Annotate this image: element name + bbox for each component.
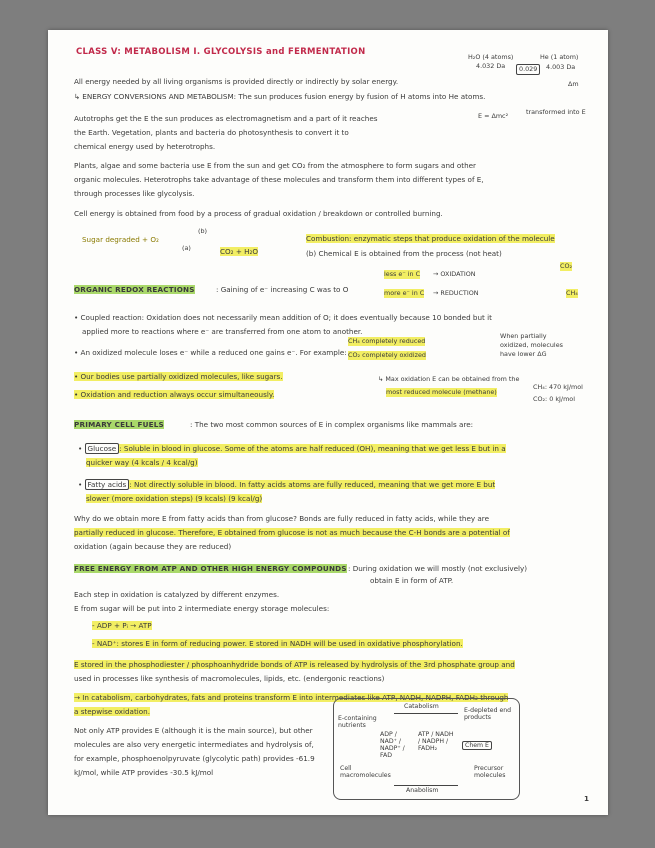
fusion-mass-1: 4.032 Da: [476, 62, 506, 70]
section-heading-fuels: PRIMARY CELL FUELS: [74, 420, 164, 429]
fusion-mass-delta: 0.029: [516, 64, 540, 75]
why-line-1: Why do we obtain more E from fatty acids than from glucose? Bonds are fully reduced in fatty acids, while they are: [74, 514, 490, 523]
page-number: 1: [584, 794, 590, 803]
atp-step-7d: kJ/mol, while ATP provides -30.5 kJ/mol: [74, 768, 214, 777]
atp-step-1: Each step in oxidation is catalyzed by different enzymes.: [74, 590, 280, 599]
notes-page: [48, 30, 608, 815]
path-label-a: (a): [182, 244, 191, 252]
fatty-acid-description: : Not directly soluble in blood. In fatty acids atoms are fully reduced, meaning that we get more E but: [129, 480, 496, 489]
catabolism-arrow: [394, 713, 458, 714]
cell-macromolecules: Cell macromolecules: [340, 765, 391, 779]
metabolism-cycle-diagram: [333, 698, 520, 800]
atp-step-7c: for example, phosphoenolpyruvate (glycolytic path) provides -61.9: [74, 754, 315, 763]
oxidation-arrow: → OXIDATION: [433, 270, 476, 278]
plants-line-1: Plants, algae and some bacteria use E from the sun and get CO₂ from the atmosphere to form sugars and other: [74, 161, 477, 170]
anabolism-label: Anabolism: [406, 787, 439, 794]
glucose-energy: quicker way (4 kcals / 4 kcal/g): [86, 458, 198, 467]
why-line-3: oxidation (again because they are reduced): [74, 542, 232, 551]
path-label-b: (b): [198, 227, 208, 235]
fusion-product: He (1 atom): [540, 53, 579, 61]
fusion-result: transformed into E: [526, 108, 586, 116]
plants-line-3: through processes like glycolysis.: [74, 189, 195, 198]
section-heading-atp: FREE ENERGY FROM ATP AND OTHER HIGH ENERGY COMPOUNDS: [74, 564, 347, 573]
atp-step-2: E from sugar will be put into 2 intermediate energy storage molecules:: [74, 604, 330, 613]
autotrophs-line-1: Autotrophs get the E the sun produces as electromagnetism and a part of it reaches: [74, 114, 378, 123]
mass-energy-equation: E = Δmc²: [478, 112, 509, 120]
section-heading-redox: ORGANIC REDOX REACTIONS: [74, 285, 195, 294]
ch4-reduced: CH₄ completely reduced: [348, 337, 426, 345]
atp-step-5b: used in processes like synthesis of macromolecules, lipids, etc. (endergonic reactions): [74, 674, 385, 683]
co2-label: CO₂: [560, 262, 573, 270]
chemical-energy-note: (b) Chemical E is obtained from the process (not heat): [306, 249, 502, 258]
partially-oxidized-note: When partially oxidized, molecules have lower ΔG: [500, 332, 563, 358]
atp-step-3: - ADP + Pᵢ → ATP: [92, 621, 152, 630]
fuels-definition: : The two most common sources of E in complex organisms like mammals are:: [190, 420, 474, 429]
less-electrons: less e⁻ in C: [384, 270, 421, 278]
glucose-description: : Soluble in blood in glucose. Some of the atoms are half reduced (OH), meaning that we get less E but in a: [119, 444, 506, 453]
low-energy-carriers: ADP / NAD⁺ / NADP⁺ / FAD: [380, 731, 405, 759]
fatty-acid-row: • Fatty acids : Not directly soluble in blood. In fatty acids atoms are fully reduced, meaning that we get more E but: [78, 480, 496, 489]
fatty-acid-label: Fatty acids: [85, 479, 130, 490]
atp-definition-1: : During oxidation we will mostly (not exclusively): [348, 564, 528, 573]
atp-step-4: - NAD⁺: stores E in form of reducing power. E stored in NADH will be used in oxidative phosphorylation.: [92, 639, 463, 648]
redox-bullet-1b: applied more to reactions where e⁻ are transferred from one atom to another.: [82, 327, 363, 336]
cell-energy-line: Cell energy is obtained from food by a process of gradual oxidation / breakdown or controlled burning.: [74, 209, 443, 218]
glucose-row: • Glucose : Soluble in blood in glucose. Some of the atoms are half reduced (OH), meaning that we get less E but in a: [78, 444, 506, 453]
combustion-note: Combustion: enzymatic steps that produce oxidation of the molecule: [306, 234, 555, 243]
intro-line: All energy needed by all living organisms is provided directly or indirectly by solar energy.: [74, 77, 399, 86]
catabolism-label: Catabolism: [404, 703, 439, 710]
atp-step-6b: a stepwise oxidation.: [74, 707, 151, 716]
redox-bullet-2: • An oxidized molecule loses e⁻ while a reduced one gains e⁻. For example:: [74, 348, 347, 357]
reduction-arrow: → REDUCTION: [433, 289, 479, 297]
e-depleted-products: E-depleted end products: [464, 707, 512, 721]
methane-energy: CH₄: 470 kJ/mol: [533, 383, 583, 391]
anabolism-arrow: [394, 785, 458, 786]
precursor-molecules: Precursor molecules: [474, 765, 506, 779]
co2-energy: CO₂: 0 kJ/mol: [533, 395, 575, 403]
sugar-degraded: Sugar degraded + O₂: [82, 235, 159, 244]
e-containing-nutrients: E-containing nutrients: [338, 715, 377, 729]
chemical-energy-box: Chem E: [462, 741, 492, 750]
autotrophs-line-3: chemical energy used by heterotrophs.: [74, 142, 216, 151]
more-electrons: more e⁻ in C: [384, 289, 425, 297]
why-line-2: partially reduced in glucose. Therefore, E obtained from glucose is not as much because the C-H bonds are a potential of: [74, 528, 510, 537]
fusion-mass-2: 4.003 Da: [546, 63, 576, 71]
page-title: CLASS V: METABOLISM I. GLYCOLYSIS and FERMENTATION: [76, 47, 366, 57]
atp-step-7a: Not only ATP provides E (although it is the main source), but other: [74, 726, 313, 735]
ch4-label: CH₄: [566, 289, 578, 297]
redox-bullet-1a: • Coupled reaction: Oxidation does not necessarily mean addition of O; it does eventually because 10 bonded but it: [74, 313, 492, 322]
atp-step-6a: → In catabolism, carbohydrates, fats and proteins transform E into intermediates like ATP, NADH, NADPH, FADH₂ through: [74, 693, 509, 702]
atp-definition-2: obtain E in form of ATP.: [370, 576, 454, 585]
co2-water-product: CO₂ + H₂O: [220, 247, 259, 256]
redox-bullet-3: • Our bodies use partially oxidized molecules, like sugars.: [74, 372, 283, 381]
plants-line-2: organic molecules. Heterotrophs take advantage of these molecules and transform them into different types of E,: [74, 175, 484, 184]
max-oxidation-line-1: ↳ Max oxidation E can be obtained from the: [378, 375, 520, 383]
atp-step-5a: E stored in the phosphodiester / phosphoanhydride bonds of ATP is released by hydrolysis of the 3rd phosphate group and: [74, 660, 515, 669]
fusion-reactants: H₂O (4 atoms): [468, 53, 514, 61]
glucose-label: Glucose: [85, 443, 120, 454]
high-energy-carriers: ATP / NADH / NADPH / FADH₂: [418, 731, 454, 752]
redox-bullet-4: • Oxidation and reduction always occur simultaneously.: [74, 390, 275, 399]
atp-step-7b: molecules are also very energetic intermediates and hydrolysis of,: [74, 740, 314, 749]
autotrophs-line-2: the Earth. Vegetation, plants and bacteria do photosynthesis to convert it to: [74, 128, 349, 137]
fatty-acid-energy: slower (more oxidation steps) (9 kcals) (9 kcal/g): [86, 494, 263, 503]
co2-oxidized: CO₂ completely oxidized: [348, 351, 426, 359]
redox-definition: : Gaining of e⁻ increasing C was to O: [216, 285, 349, 294]
max-oxidation-line-2: most reduced molecule (methane): [386, 388, 497, 396]
energy-conversions-line: ↳ ENERGY CONVERSIONS AND METABOLISM: The sun produces fusion energy by fusion of H atoms into He atoms.: [74, 92, 486, 101]
fusion-delta-note: Δm: [568, 80, 579, 88]
